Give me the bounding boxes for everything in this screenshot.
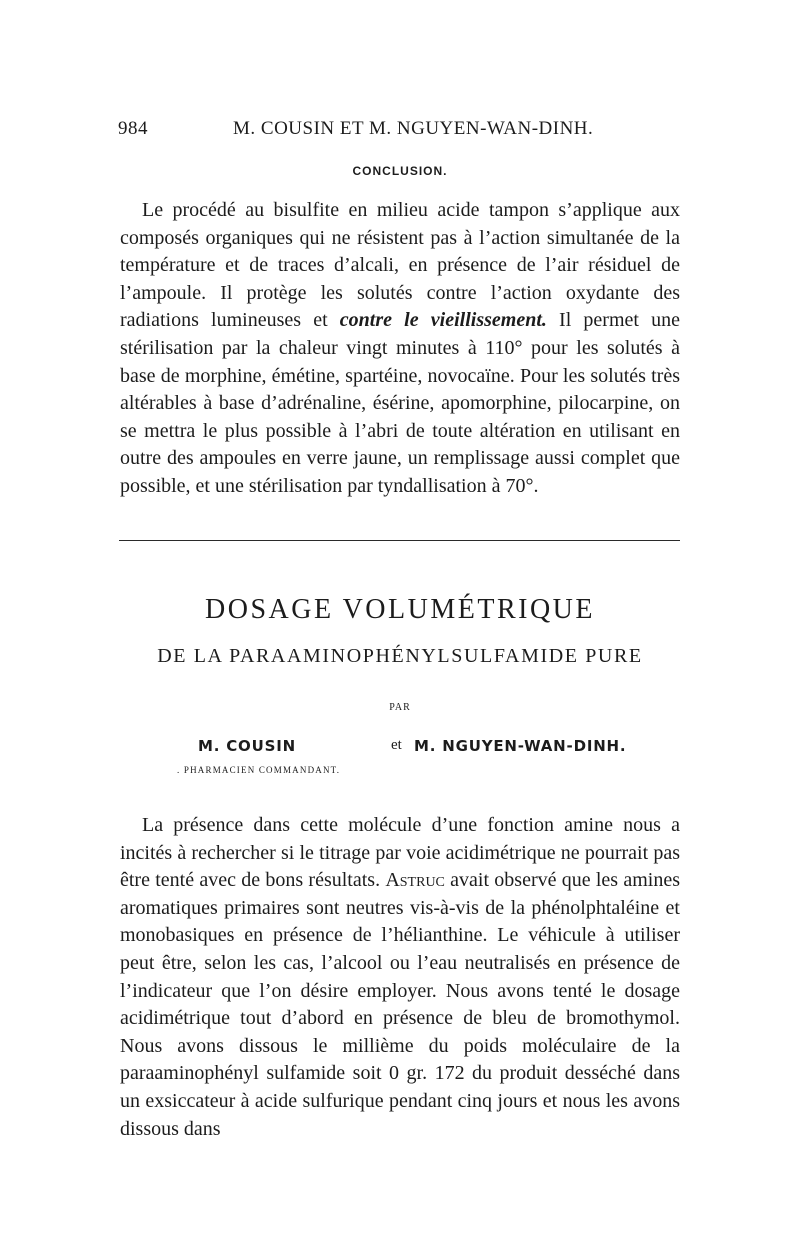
conclusion-paragraph [120, 197, 680, 501]
section-heading-conclusion: CONCLUSION. [352, 164, 448, 178]
author-cousin: M. COUSIN [198, 737, 296, 755]
cited-author: Astruc [385, 869, 445, 892]
body-text-start: La présence dans cette molécule d’une fonction amine nous a incités à rechercher si le titrage par voie acidimétrique ne pourrait pas être tenté avec de bons résultats. [120, 814, 680, 892]
article-subtitle: DE LA PARAAMINOPHÉNYLSULFAMIDE PURE [157, 645, 643, 667]
conclusion-emphasis: contre le vieillissement. [339, 309, 547, 332]
section-divider [119, 540, 680, 541]
article-title: DOSAGE VOLUMÉTRIQUE [205, 594, 595, 625]
body-paragraph [120, 812, 680, 1143]
running-head [118, 118, 678, 144]
page-number: 984 [118, 118, 148, 139]
author-role: . PHARMACIEN COMMANDANT. [177, 765, 341, 775]
conclusion-text-start: Le procédé au bisulfite en milieu acide tampon s’applique aux composés organiques qui ne résistent pas à l’action simultanée de la température et de traces d’alcali, en présence de l’air résiduel de l’ampoule. Il protège les solutés contre l’action oxydante des radiations lumineuses et [120, 199, 680, 332]
author-conjunction: et [391, 737, 402, 753]
author-nguyen-wan-dinh: M. NGUYEN-WAN-DINH. [414, 737, 627, 755]
byline-par: PAR [389, 702, 411, 713]
running-title: M. COUSIN ET M. NGUYEN-WAN-DINH. [233, 118, 594, 139]
body-text-end: avait observé que les amines aromatiques primaires sont neutres vis-à-vis de la phénolphtaléine et monobasiques en présence de l’hélianthine. Le véhicule à utiliser peut être, selon les cas, l’alcool ou l’eau neutralisés en présence de l’indicateur que l’on désire employer. Nous avons tenté le dosage acidimétrique tout d’abord en présence de bleu de bromothymol. Nous avons dissous le millième du poids moléculaire de la paraaminophényl sulfamide soit 0 gr. 172 du produit desséché dans un exsiccateur à acide sulfurique pendant cinq jours et nous les avons dissous dans [120, 869, 681, 1140]
conclusion-text-end: Il permet une stérilisation par la chaleur vingt minutes à 110° pour les solutés à base de morphine, émétine, spartéine, novocaïne. Pour les solutés très altérables à base d’adrénaline, ésérine, apomorphine, pilocarpine, on se mettra le plus possible à l’abri de toute altération en utilisant en outre des ampoules en verre jaune, un remplissage aussi complet que possible, et une stérilisation par tyndallisation à 70°. [120, 309, 680, 497]
